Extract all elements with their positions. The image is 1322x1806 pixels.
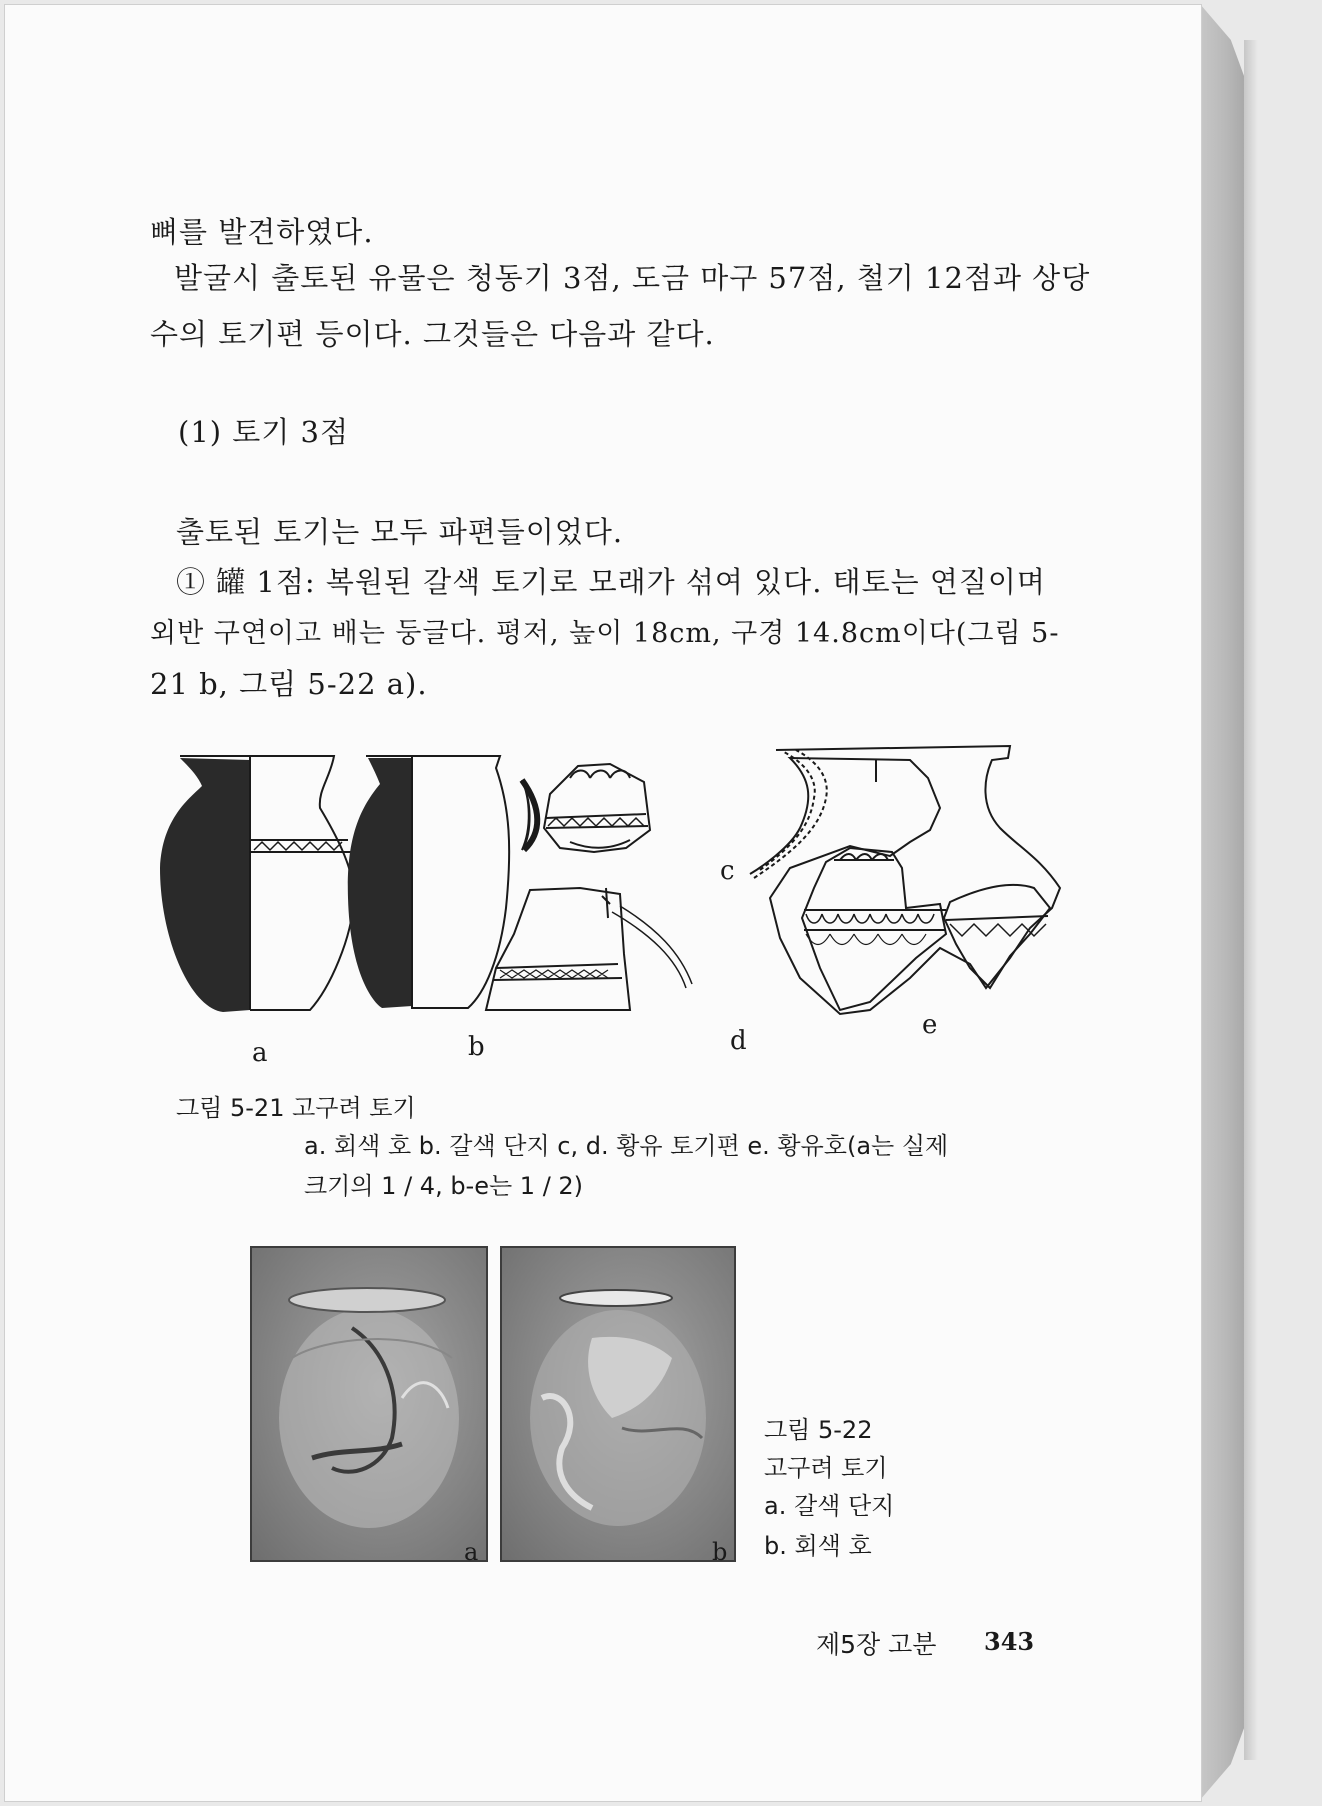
running-footer-chapter: 제5장 고분 — [816, 1630, 937, 1659]
figure1-label-e: e — [922, 1010, 938, 1040]
shard-d-drawing — [486, 888, 692, 1010]
page-shadow — [1244, 40, 1258, 1760]
body-line-7: 21 b, 그림 5-22 a). — [150, 667, 428, 701]
jar-e-drawing — [750, 746, 1060, 1014]
body-line-3: 수의 토기편 등이다. 그것들은 다음과 같다. — [150, 317, 715, 351]
vessel-b-drawing — [348, 756, 509, 1008]
figure1-label-d: d — [730, 1026, 747, 1056]
figure1-caption-title: 그림 5-21 고구려 토기 — [176, 1094, 416, 1122]
figure2-caption-b: b. 회색 호 — [764, 1532, 872, 1560]
page-edge — [1200, 4, 1244, 1800]
pottery-drawings — [150, 738, 1080, 1062]
figure2-caption-title: 그림 5-22 — [764, 1416, 873, 1444]
figure1-caption-line2: 크기의 1 / 4, b-e는 1 / 2) — [304, 1172, 584, 1200]
body-line-5: ① 罐 1점: 복원된 갈색 토기로 모래가 섞여 있다. 태토는 연질이며 — [176, 565, 1046, 599]
figure2-label-b: b — [712, 1538, 728, 1566]
figure2-label-a: a — [464, 1538, 479, 1566]
figure1-label-b: b — [468, 1032, 485, 1062]
body-line-1: 뼈를 발견하였다. — [150, 215, 374, 249]
photo-a — [250, 1246, 488, 1566]
body-line-2: 발굴시 출토된 유물은 청동기 3점, 도금 마구 57점, 철기 12점과 상당 — [174, 261, 1091, 295]
photo-b — [500, 1246, 736, 1566]
figure2-caption-sub: 고구려 토기 — [764, 1454, 888, 1482]
body-line-4: 출토된 토기는 모두 파편들이었다. — [176, 515, 624, 549]
figure1-label-c: c — [720, 856, 735, 886]
photo-a-vessel — [252, 1248, 486, 1560]
photo-b-vessel — [502, 1248, 734, 1560]
figure1-caption-line1: a. 회색 호 b. 갈색 단지 c, d. 황유 토기편 e. 황유호(a는 실제 — [304, 1132, 949, 1160]
shard-c-drawing — [522, 764, 650, 852]
vessel-a-drawing — [160, 756, 354, 1012]
section-heading: (1) 토기 3점 — [178, 415, 350, 449]
figure1-label-a: a — [252, 1038, 268, 1068]
figure2-caption-a: a. 갈색 단지 — [764, 1492, 895, 1520]
page-number: 343 — [984, 1627, 1035, 1656]
body-line-6: 외반 구연이고 배는 둥글다. 평저, 높이 18cm, 구경 14.8cm이다(그림 5- — [150, 618, 1060, 649]
